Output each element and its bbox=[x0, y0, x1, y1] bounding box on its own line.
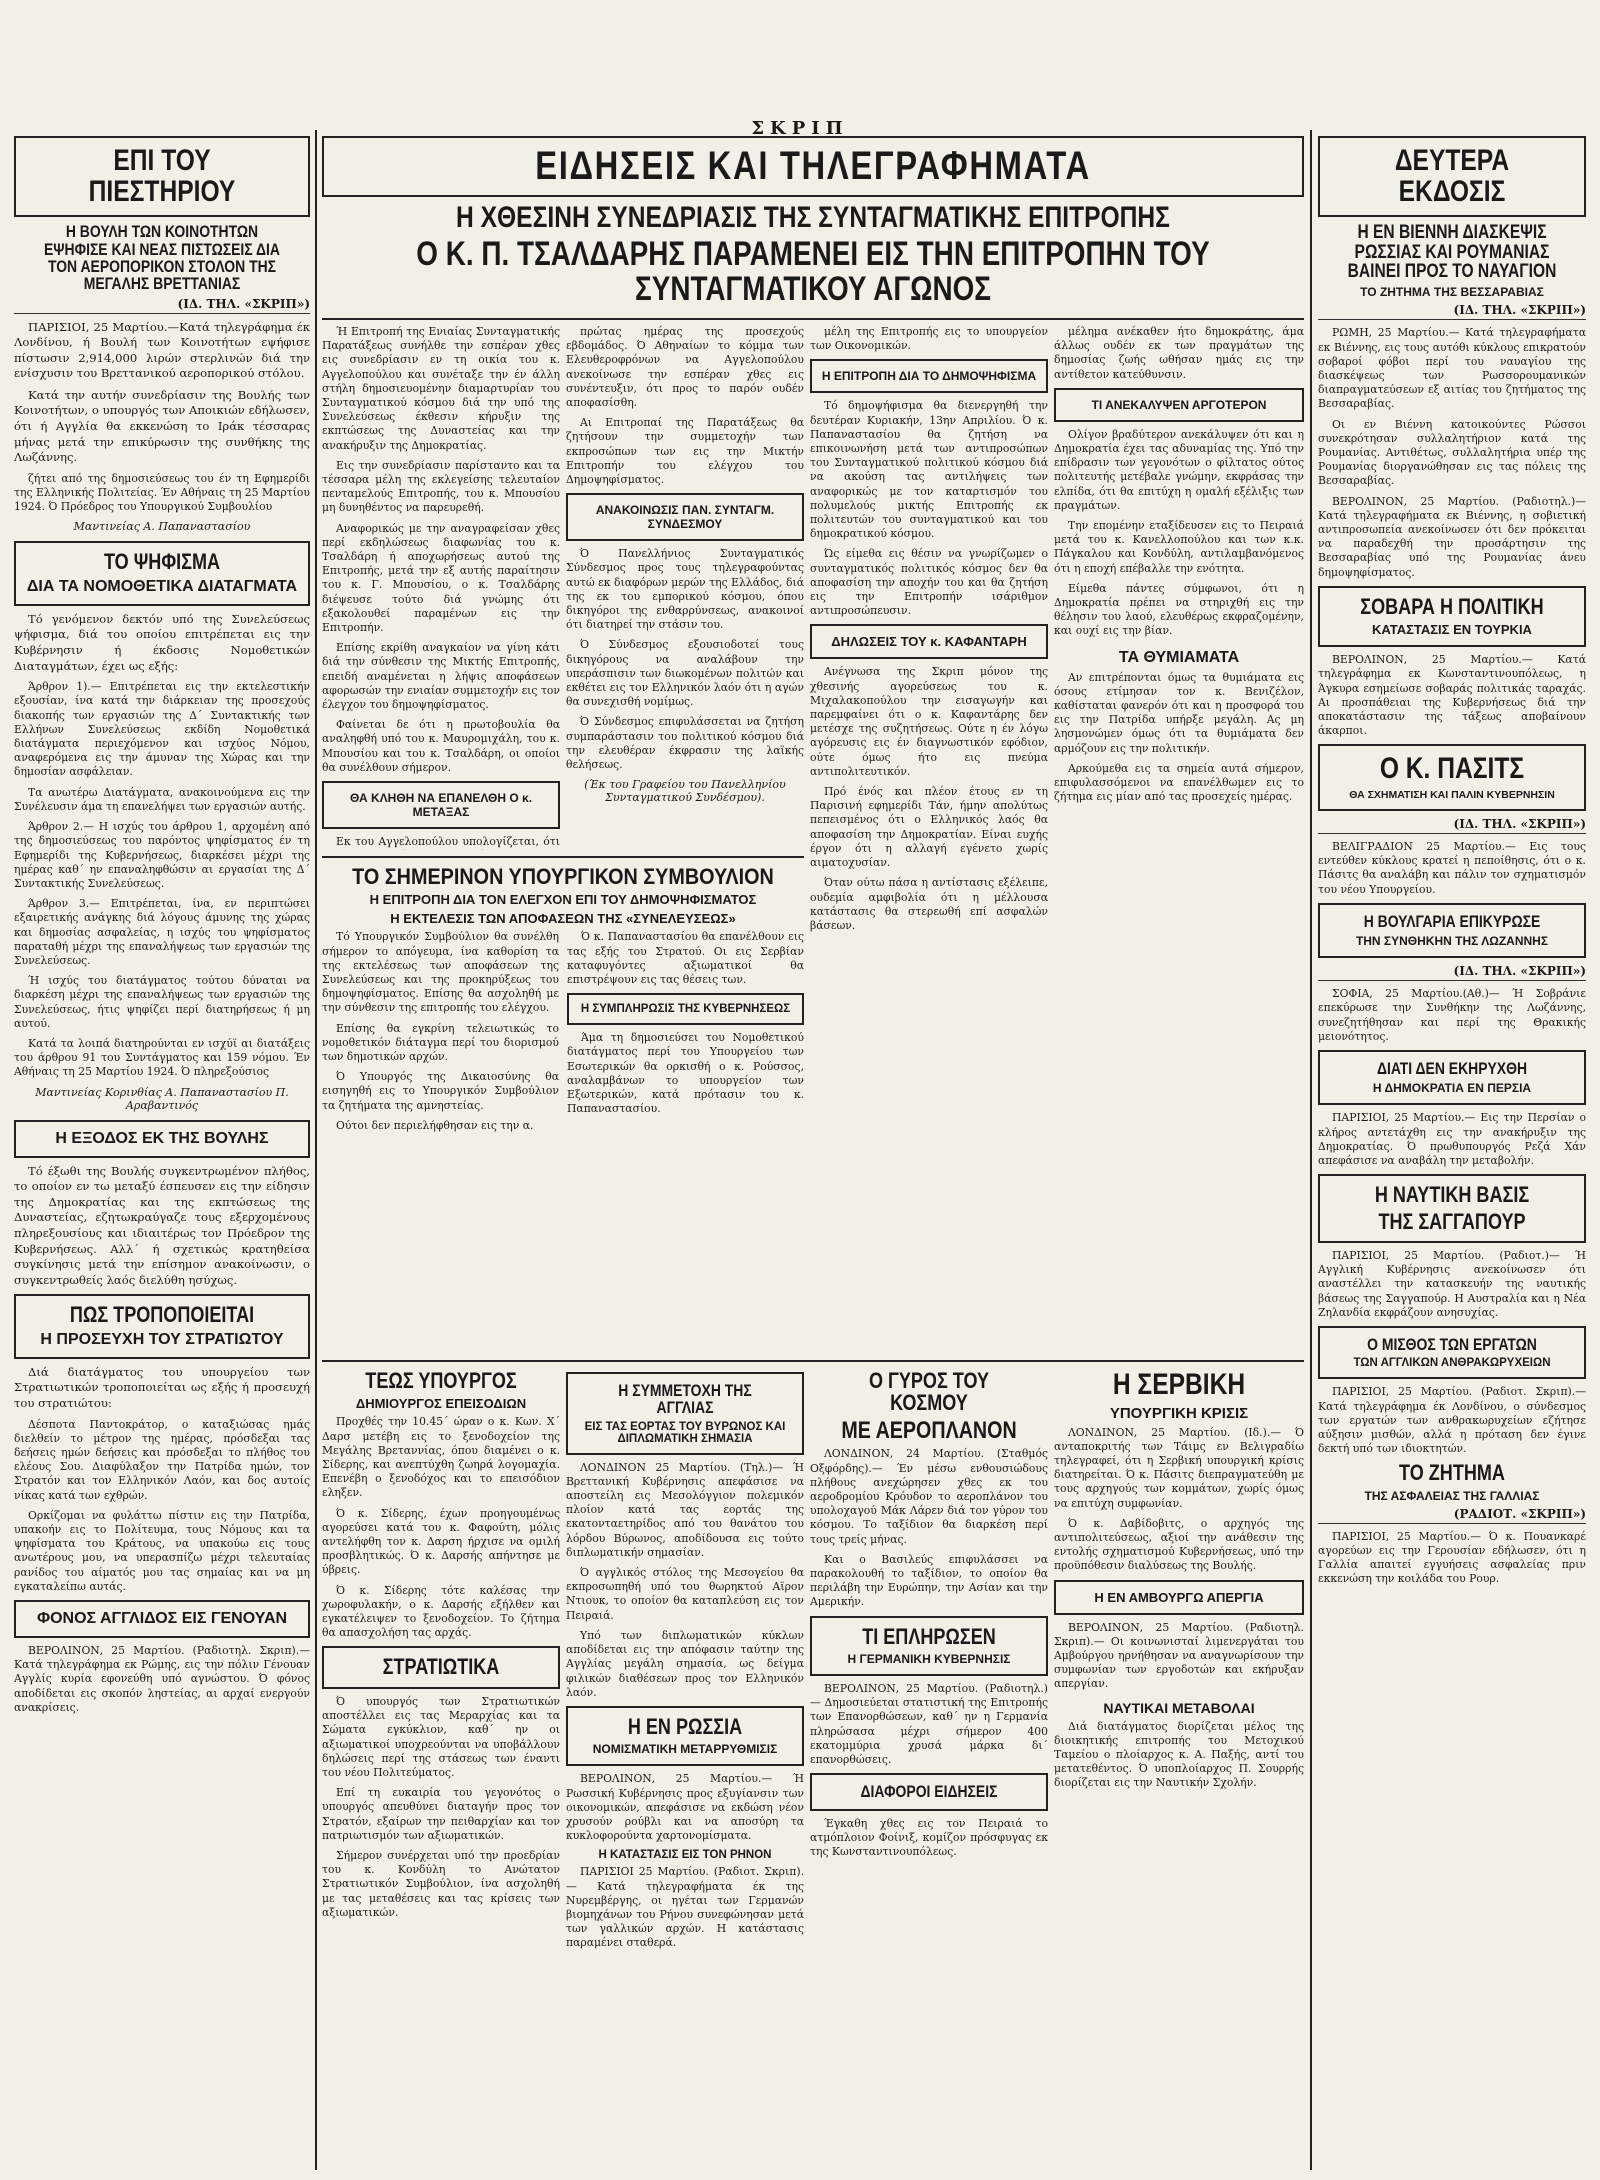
article-subheadline: ΤΟ ΖΗΤΗΜΑ ΤΗΣ ΒΕΣΣΑΡΑΒΙΑΣ bbox=[1360, 285, 1544, 300]
article-headline: Η ΚΑΤΑΣΤΑΣΙΣ ΕΙΣ ΤΟΝ ΡΗΝΟΝ bbox=[598, 1849, 772, 1862]
article-paragraph: ΡΩΜΗ, 25 Μαρτίου.— Κατά τηλεγραφήματα εκ Βιέννης, εις τους αυτόθι κύκλους επικρατούν σοβαροί φόβοι περί του ναυαγίου της διασκέψεως των Ρωσσορουμανικών διαπραγματεύσεων εξ αιτίας του ζητήματος της Βεσσαραβίας. bbox=[1318, 326, 1586, 411]
bottom-col-1 bbox=[322, 1366, 560, 2166]
article-paragraph: Διά διατάγματος του υπουργείου των Στρατιωτικών τροποποιείται ως εξής ή προσευχή του στρατιώτου: bbox=[14, 1364, 310, 1410]
article-paragraph: Ό Υπουργός της Δικαιοσύνης θα εισηγηθή εις το Υπουργικόν Συμβούλιον τα ζητήματα της αμνηστείας. bbox=[322, 1070, 559, 1112]
article-subheadline: ΤΗΣ ΑΣΦΑΛΕΙΑΣ ΤΗΣ ΓΑΛΛΙΑΣ bbox=[1364, 1488, 1540, 1503]
signature: Μαντινείας Κορινθίας Α. Παπαναστασίου Π. Αραβαντινός bbox=[35, 1085, 289, 1112]
article-subheadline: Η ΕΚΤΕΛΕΣΙΣ ΤΩΝ ΑΠΟΦΑΣΕΩΝ ΤΗΣ «ΣΥΝΕΛΕΥΣΕΩΣ» bbox=[390, 911, 736, 927]
article-headline: ΘΑ ΚΛΗΘΗ ΝΑ ΕΠΑΝΕΛΘΗ Ο κ. ΜΕΤΑΞΑΣ bbox=[349, 791, 533, 820]
article-paragraph: Τό Υπουργικόν Συμβούλιον θα συνέλθη σήμερον το απόγευμα, ίνα καθορίση τα της εκτελέσεως των αποφάσεων της Συνελεύσεως και της προκηρύξεως του δημοψηφίσματος. Επίσης θα ασχοληθή με την σύνθεσιν της επιτροπής του ελέγχου. bbox=[322, 930, 559, 1015]
article-credit: (ΙΔ. ΤΗΛ. «ΣΚΡΙΠ») bbox=[14, 297, 310, 314]
article-paragraph: Δέσποτα Παντοκράτορ, ο καταξιώσας ημάς διελθείν το μέτρον της ημέρας, πρόσδεξαι τας δεήσεις ημών δεήσεις και πρόσδεξαι το πλήθος του ελέους Σου. Διαφύλαξον την Πατρίδα ημών, τον Στρατόν και τον Ελληνικόν Λαόν, και δος αυτοίς νίκας κατά των εχθρών. bbox=[14, 1417, 310, 1502]
article-paragraph: μέλημα ανέκαθεν ήτο δημοκράτης, άμα άλλως ουδέν εκ των πραγμάτων της δημοσίας ζωής ωθήσαν ημάς εις την αντίθετον κατεύθυνσιν. bbox=[1054, 325, 1304, 381]
article-paragraph: ΒΕΡΟΛΙΝΟΝ, 25 Μαρτίου. (Ραδιοτηλ.)— Δημοσιεύεται στατιστική της Επιτροπής των Επανορθώσεων, καθ΄ ην η Γερμανία πληρώσασα μέχρι σήμερον 400 εκατομμύρια χρυσά μάρκα δι΄ επανορθώσεις. bbox=[810, 1682, 1048, 1767]
article-headline: Ο Κ. ΠΑΣΙΤΣ bbox=[1379, 752, 1525, 786]
article-headline: Η ΣΥΜΠΛΗΡΩΣΙΣ ΤΗΣ ΚΥΒΕΡΝΗΣΕΩΣ bbox=[580, 1003, 791, 1016]
article-paragraph: Τό δημοψήφισμα θα διενεργηθή την δευτέραν Κυριακήν, 13ην Απριλίου. Ό κ. Παπαναστασίου θα ζητήση να επικοινωνήση μετά των αντιπροσώπων του Συνταγματικού πολιτικού κόσμου διά να ακούση τας αντιλήψεις των αναφορικώς με τον καταρτισμόν του πολυμελούς μικτής Επιτροπής εκ πολιτευτών του συνταγματικού και του δημοκρατικού κόσμου. bbox=[810, 399, 1048, 541]
article-paragraph: μέλη της Επιτροπής εις το υπουργείον των Οικονομικών. bbox=[810, 325, 1048, 353]
article-paragraph: Ή Επιτροπή της Ενιαίας Συνταγματικής Παρατάξεως συνήλθε την εσπέραν χθες εις συνεδρίασιν εν τη οικία του κ. Αγγελοπούλου και συνέταξε την έν άλλη στήλη δημοσιευομένην διαμαρτυρίαν του Συνταγματικού κόσμου διά την υπό της Συνελεύσεως έκθεσιν κήρυξιν της εκπτώσεως της Δυναστείας και την ανακήρυξιν της Δημοκρατίας. bbox=[322, 325, 560, 452]
article-subheadline: ΤΗΝ ΣΥΝΘΗΚΗΝ ΤΗΣ ΛΩΖΑΝΝΗΣ bbox=[1355, 934, 1549, 949]
article-paragraph: Αν επιτρέπονται όμως τα θυμιάματα εις όσους ετίμησαν τον κ. Βενιζέλον, καθίσταται φανερόν ότι και η προσφορά του εις την Πατρίδα υπήρξε μεγάλη. Ας μη λησμονώμεν όμως ότι τα θυμιάματα δεν αρμόζουν εις την πολιτικήν. bbox=[1054, 670, 1304, 755]
article-paragraph: ΒΕΡΟΛΙΝΟΝ, 25 Μαρτίου. (Ραδιοτηλ. Σκριπ).— Οι κοινωνισταί λιμενεργάται του Αμβούργου ηρνήθησαν να αναγνωρίσουν την συμφωνίαν των εργοδοτών και εκήρυξαν απεργίαν. bbox=[1054, 1620, 1304, 1691]
article-paragraph: Ορκίζομαι να φυλάττω πίστιν εις την Πατρίδα, υπακοήν εις το Πολίτευμα, τους Νόμους και τα ψηφίσματα του Κράτους, να υπακούω εις τους ανωτέρους μου, να υπερασπίζω μέχρι τελευταίας ρανίδος του αίματός μου τας σημαίας και να μη εγκαταλείπω αυτάς. bbox=[14, 1508, 310, 1593]
main-headline: Η ΧΘΕΣΙΝΗ ΣΥΝΕΔΡΙΑΣΙΣ ΤΗΣ ΣΥΝΤΑΓΜΑΤΙΚΗΣ ΕΠΙΤΡΟΠΗΣ bbox=[456, 200, 1170, 234]
article-credit: (ΙΔ. ΤΗΛ. «ΣΚΡΙΠ») bbox=[1318, 817, 1586, 834]
article-headline: ΔΙΑΦΟΡΟΙ ΕΙΔΗΣΕΙΣ bbox=[860, 1782, 998, 1802]
article-paragraph: Ό υπουργός των Στρατιωτικών αποστέλλει εις τας Μεραρχίας και τα Σώματα εγκύκλιον, καθ΄ ην οι αξιωματικοί υποχρεούνται να υποβάλλουν δηλώσεις περί της στάσεως των έναντι του νέου Πολιτεύματος. bbox=[322, 1694, 560, 1779]
article-paragraph: Φαίνεται δε ότι η πρωτοβουλία θα αναληφθή υπό του κ. Μαυρομιχάλη, του κ. Μπουσίου και του κ. Τσαλδάρη, οι οποίοι θα συνέλθουν σήμερον. bbox=[322, 718, 560, 774]
article-credit: (ΡΑΔΙΟΤ. «ΣΚΡΙΠ») bbox=[1318, 1507, 1586, 1524]
article-subheadline: ΜΕ ΑΕΡΟΠΛΑΝΟΝ bbox=[841, 1416, 1017, 1444]
article-subheadline: ΝΟΜΙΣΜΑΤΙΚΗ ΜΕΤΑΡΡΥΘΜΙΣΙΣ bbox=[592, 1742, 778, 1757]
article-headline: ΠΩΣ ΤΡΟΠΟΠΟΙΕΙΤΑΙ bbox=[69, 1302, 255, 1328]
article-paragraph: Κατά τα λοιπά διατηρούνται εν ισχύϊ αι διατάξεις του άρθρου 91 του Συντάγματος και 159 νόμου. Έν Αθήναις τη 25 Μαρτίου 1924. Ό πληρεξούσιος bbox=[14, 1036, 310, 1079]
article-paragraph: Την επομένην εταξίδευσεν εις το Πειραιά μετά του κ. Κανελλοπούλου και των κ.κ. Πάγκαλου και Κονδύλη, αντιλαμβανόμενος ότι η εποχή επέβαλλε την ενότητα. bbox=[1054, 519, 1304, 575]
article-paragraph: ΒΕΡΟΛΙΝΟΝ, 25 Μαρτίου.— Κατά τηλεγράφημα εκ Κωνσταντινουπόλεως, η Άγκυρα εσημείωσε σοβαράς πολιτικάς ταραχάς. Αι προσπάθειαι της Κυβερνήσεως διά την αποκατάστασιν της τάξεως αποβαίνουν άκαρποι. bbox=[1318, 653, 1586, 738]
article-paragraph: Έγκαθη χθες εις τον Πειραιά το ατμόπλοιον Φοίνιξ, κομίζον πρόσφυγας εκ της Κωνσταντινουπόλεως. bbox=[810, 1816, 1048, 1858]
article-subheadline: Η ΔΗΜΟΚΡΑΤΙΑ ΕΝ ΠΕΡΣΙΑ bbox=[1372, 1081, 1532, 1096]
center-col-4 bbox=[1054, 325, 1304, 1355]
article-subheadline: ΕΙΣ ΤΑΣ ΕΟΡΤΑΣ ΤΟΥ ΒΥΡΩΝΟΣ ΚΑΙ ΔΙΠΛΩΜΑΤΙΚΗ ΣΗΜΑΣΙΑ bbox=[584, 1420, 786, 1445]
article-paragraph: ΛΟΝΔΙΝΟΝ, 24 Μαρτίου. (Σταθμός Οξφόρδης).— Έν μέσω ενθουσιώδους πλήθους ανεχώρησεν χθες εκ του αεροδρομίου Κρόυδον το αεροπλάνον του υπολοχαγού Μάκ Λάρεν διά τον γύρον του κόσμου. Το ταξίδιον θα διαρκέση περί τους τρείς μήνας. bbox=[810, 1447, 1048, 1546]
article-paragraph: ΠΑΡΙΣΙΟΙ, 25 Μαρτίου. (Ραδιοτ.)— Ή Αγγλική Κυβέρνησις ανεκοίνωσεν ότι αναστέλλει την κατασκευήν της ναυτικής βάσεως της Σαγγαπούρ. Η Αυστραλία και η Νέα Ζηλανδία εκφράζουν ανησυχίας. bbox=[1318, 1248, 1586, 1319]
article-headline: ΔΙΑΤΙ ΔΕΝ ΕΚΗΡΥΧΘΗ bbox=[1376, 1058, 1528, 1078]
article-headline: ΔΗΛΩΣΕΙΣ ΤΟΥ κ. ΚΑΦΑΝΤΑΡΗ bbox=[831, 634, 1027, 650]
article-headline: ΤΙ ΕΠΛΗΡΩΣΕΝ bbox=[862, 1623, 996, 1649]
article-paragraph: Οι εν Βιέννη κατοικούντες Ρώσσοι συνεκρότησαν συλλαλητήριον κατά της Ρουμανίας. Αντιθέτως, συλλαλητήρια υπέρ της Ρουμανίας διοργανώθησαν εις τας πόλεις της Βεσσαραβίας. bbox=[1318, 417, 1586, 488]
section-title: ΕΙΔΗΣΕΙΣ ΚΑΙ ΤΗΛΕΓΡΑΦΗΜΑΤΑ bbox=[535, 144, 1091, 188]
article-paragraph: ΠΑΡΙΣΙΟΙ, 25 Μαρτίου. (Ραδιοτ. Σκριπ).— Κατά τηλεγράφημα έκ Λονδίνου, ο σύνδεσμος των εργατών των ανθρακωρυχείων εζήτησε αύξησιν μισθών, αλλά η πρόταση δεν έγινε δεκτή υπό των ιδιοκτητών. bbox=[1318, 1385, 1586, 1456]
article-paragraph: Ή ισχύς του διατάγματος τούτου δύναται να διαρκέση μέχρι της επαναλήψεως των εργασιών της Συνελεύσεως, ήτις ψηφίζει περί διατηρήσεως ή μη αυτού. bbox=[14, 974, 310, 1030]
article-paragraph: Προχθές την 10.45΄ ώραν ο κ. Κων. Χ΄ Δαρσ μετέβη εις το ξενοδοχείον της Μεγάλης Βρεταννίας, όπου διαμένει ο κ. Σίδερης, και ανεπτύχθη ζωηρά λογομαχία. Επενέβη ο ξενοδόχος και το επεισόδιον εληξεν. bbox=[322, 1415, 560, 1500]
column-left bbox=[14, 130, 310, 1721]
article-paragraph: Πρό ένός και πλέον έτους εν τη Παρισινή εφημερίδι Τάν, ήμην απολύτως πεπεισμένος ότι ο Ελληνικός λαός θα αποφασίση την Δημοκρατίαν. Είναι ευχής έργον ότι η αλλαγή εγένετο χωρίς αιματοχυσίαν. bbox=[810, 785, 1048, 870]
article-paragraph: Διά διατάγματος διορίζεται μέλος της διοικητικής επιτροπής του Μετοχικού Ταμείου ο πλοίαρχος κ. Α. Παξής, αντί του μετατεθέντος. Ό υποπλοίαρχος Π. Σουρρής διορίζεται εις την Ναυτικήν Σχολήν. bbox=[1054, 1719, 1304, 1790]
center-col-3 bbox=[810, 325, 1048, 1355]
column-right bbox=[1318, 130, 1586, 2170]
article-headline: Η ΕΝ ΡΩΣΣΙΑ bbox=[627, 1713, 743, 1739]
article-paragraph: Τα ανωτέρω Διατάγματα, ανακοινούμενα εις την Συνέλευσιν άμα τη επανελήψει των εργασιών αυτής. bbox=[14, 785, 310, 813]
article-subheadline: Η ΠΡΟΣΕΥΧΗ ΤΟΥ ΣΤΡΑΤΙΩΤΟΥ bbox=[40, 1330, 284, 1348]
article-paragraph: ΛΟΝΔΙΝΟΝ 25 Μαρτίου. (Τηλ.)— Ή Βρεττανική Κυβέρνησις απεφάσισε να αποστείλη εις Μεσολόγγιον πολεμικόν πλοίον κατά τας εορτάς της εκατονταετηρίδος από του θανάτου του λόρδου Βύρωνος, αποδίδουσα εις τούτο διπλωματικήν σημασίαν. bbox=[566, 1460, 804, 1559]
article-headline: Η ΒΟΥΛΗ ΤΩΝ ΚΟΙΝΟΤΗΤΩΝ ΕΨΗΦΙΣΕ ΚΑΙ ΝΕΑΣ ΠΙΣΤΩΣΕΙΣ ΔΙΑ ΤΟΝ ΑΕΡΟΠΟΡΙΚΟΝ ΣΤΟΛΟΝ ΤΗΣ ΜΕΓΑΛΗΣ ΒΡΕΤΤΑΝΙΑΣ bbox=[43, 222, 281, 294]
article-headline: Η ΕΞΟΔΟΣ ΕΚ ΤΗΣ ΒΟΥΛΗΣ bbox=[55, 1129, 269, 1147]
article-headline: Ο ΓΥΡΟΣ ΤΟΥ ΚΟΣΜΟΥ bbox=[868, 1368, 990, 1416]
article-paragraph: Υπό των διπλωματικών κύκλων αποδίδεται εις την απόφασιν ταύτην της Αγγλίας μεγάλη σημασία, ως δείγμα φιλικών διαθέσεων προς τον Ελληνικόν λαόν. bbox=[566, 1628, 804, 1699]
article-paragraph: ΛΟΝΔΙΝΟΝ, 25 Μαρτίου. (Ιδ.).— Ό ανταποκριτής των Τάιμς εν Βελιγραδίω τηλεγραφεί, ότι η Σερβική υπουργική κρίσις διατηρείται. Ό κ. Πάσιτς διεπραγματεύθη με τους αρχηγούς των κομμάτων, χωρίς όμως να επιτύχη συμφωνίαν. bbox=[1054, 1425, 1304, 1510]
article-subheadline: ΥΠΟΥΡΓΙΚΗ ΚΡΙΣΙΣ bbox=[1109, 1404, 1249, 1422]
article-headline: Η ΕΠΙΤΡΟΠΗ ΔΙΑ ΤΟ ΔΗΜΟΨΗΦΙΣΜΑ bbox=[821, 369, 1037, 384]
article-headline: ΣΟΒΑΡΑ Η ΠΟΛΙΤΙΚΗ bbox=[1360, 593, 1544, 619]
masthead-title: ΣΚΡΙΠ bbox=[751, 118, 849, 139]
article-subheadline: ΤΗΣ ΣΑΓΓΑΠΟΥΡ bbox=[1378, 1208, 1526, 1234]
article-paragraph: Επί τη ευκαιρία του γεγονότος ο υπουργός απευθύνει διαταγήν προς τον Στρατόν, εξαίρων την πειθαρχίαν και τον πατριωτισμόν των αξιωματικών. bbox=[322, 1786, 560, 1842]
article-paragraph: Επίσης εκρίθη αναγκαίον να γίνη κάτι διά την σύνθεσιν της Μικτής Επιτροπής, επειδή αναμένεται η λήψις αποφάσεων αφορωσών την ενιαίαν συμμετοχήν εις τον έλεγχον του δημοψηφίσματος. bbox=[322, 641, 560, 712]
center-col-1 bbox=[322, 325, 560, 850]
article-paragraph: Τό γενόμενον δεκτόν υπό της Συνελεύσεως ψήφισμα, διά του οποίου επιτρέπεται εις την Κυβέρνησιν ή έκδοσις Νομοθετικών Διαταγμάτων, έχει ως εξής: bbox=[14, 611, 310, 673]
article-paragraph: ΒΕΡΟΛΙΝΟΝ, 25 Μαρτίου. (Ραδιοτηλ.)— Κατά τηλεγραφήματα εκ Βιέννης, η σοβιετική αντιπροσωπεία ανεκοίνωσεν ότι δεν πρόκειται να παραδεχθή την προσάρτησιν της Βεσσαραβίας υπό της Ρουμανίας άνευ δημοψηφίσματος. bbox=[1318, 494, 1586, 579]
article-headline: Η ΣΕΡΒΙΚΗ bbox=[1112, 1368, 1246, 1401]
signature: Μαντινείας Α. Παπαναστασίου bbox=[73, 520, 251, 534]
article-paragraph: Ό κ. Παπαναστασίου θα επανέλθουν εις τας εξής του Στρατού. Οι εις Σερβίαν καταφυγόντες αξιωματικοί θα επιστρέψουν εις τας θέσεις των. bbox=[567, 930, 804, 987]
article-paragraph: Ολίγον βραδύτερον ανεκάλυψεν ότι και η Δημοκρατία έχει τας αδυναμίας της. Υπό την επίδρασιν των γεγονότων ο φίλτατος ούτος πολιτευτής μετέβαλε γνώμην, εκφράσας την ελπίδα, ότι θα επιτύχη η ομαλή εξέλιξις των πραγμάτων. bbox=[1054, 427, 1304, 512]
article-paragraph: Ανέγνωσα της Σκριπ μόνον της χθεσινής αγορεύσεως του κ. Μιχαλακοπούλου την εισαγωγήν και παρεμφαίνει ότι ο κ. Καφαντάρης δεν μετέσχε της συζητήσεως. Ούτε η έν λόγω αγόρευσις εις έν διαγνωστικόν εφόδιον, ούτε όμως ήτο εις πνεύμα αντιπολιτευτικόν. bbox=[810, 665, 1048, 778]
article-credit: (ΙΔ. ΤΗΛ. «ΣΚΡΙΠ») bbox=[1318, 303, 1586, 320]
article-headline: Η ΕΝ ΑΜΒΟΥΡΓΩ ΑΠΕΡΓΙΑ bbox=[1094, 1589, 1264, 1605]
article-headline: ΤΟ ΨΗΦΙΣΜΑ bbox=[103, 549, 221, 575]
article-paragraph: Άρθρον 1).— Επιτρέπεται εις την εκτελεστικήν εξουσίαν, ίνα κατά την διάρκειαν της προσεχούς διακοπής των εργασιών της Δ΄ Συντακτικής των Ελλήνων Συνελεύσεως εκδίδη Νομοθετικά διατάγματα περιεχόμενον και ισχύος Νόμου, αναφερόμενα εις την άμυναν της Χώρας και την δημοσίαν ασφάλειαν. bbox=[14, 680, 310, 779]
article-paragraph: ΠΑΡΙΣΙΟΙ 25 Μαρτίου. (Ραδιοτ. Σκριπ).— Κατά τηλεγραφήματα έκ της Νυρεμβέργης, οι ηγέται των Γερμανών βιομηχάνων του Ρήνου συνεφώνησαν μετά των γαλλικών αρχών. Η κατάστασις παραμένει σταθερά. bbox=[566, 1865, 804, 1950]
article-headline: ΤΑ ΘΥΜΙΑΜΑΤΑ bbox=[1118, 648, 1240, 666]
article-paragraph: Άμα τη δημοσιεύσει του Νομοθετικού διατάγματος περί του Υπουργείου των Εσωτερικών θα ορκισθή ο κ. Ρούσσος, αναλαμβάνων το υπουργείον των Εξωτερικών, κατά πρότασιν του κ. Παπαναστασίου. bbox=[567, 1031, 804, 1116]
article-paragraph: Τό έξωθι της Βουλής συγκεντρωμένον πλήθος, το οποίον εν τω μεταξύ έσπευσεν εις την είδησιν της Δημοκρατίας και της εκπτώσεως της Δυναστείας, εζητωκραύγαζε τους εξερχομένους πληρεξουσίους και ιδιαιτέρως τον Πρόεδρον της Κυβερνήσεως. Αλλ΄ ή σχετικώς κρατηθείσα συγκίνησις μετά την επίσημον ανακοίνωσιν, ο συγκεντρωθείς λαός διελύθη ησύχως. bbox=[14, 1163, 310, 1287]
article-subheadline: ΔΗΜΙΟΥΡΓΟΣ ΕΠΕΙΣΟΔΙΩΝ bbox=[355, 1396, 527, 1412]
article-paragraph: ζήτει από της δημοσιεύσεως του έν τη Εφημερίδι της Ελληνικής Πολιτείας. Έν Αθήναις τη 25 Μαρτίου 1924. Ό Πρόεδρος του Υπουργικού Συμβουλίου bbox=[14, 471, 310, 514]
article-headline: Η ΝΑΥΤΙΚΗ ΒΑΣΙΣ bbox=[1374, 1182, 1530, 1208]
column-rule bbox=[1310, 130, 1312, 2170]
article-headline: ΦΟΝΟΣ ΑΓΓΛΙΔΟΣ ΕΙΣ ΓΕΝΟΥΑΝ bbox=[36, 1609, 288, 1627]
article-subheadline: ΘΑ ΣΧΗΜΑΤΙΣΗ ΚΑΙ ΠΑΛΙΝ ΚΥΒΕΡΝΗΣΙΝ bbox=[1349, 789, 1555, 802]
article-headline: ΑΝΑΚΟΙΝΩΣΙΣ ΠΑΝ. ΣΥΝΤΑΓΜ. ΣΥΝΔΕΣΜΟΥ bbox=[595, 503, 775, 532]
article-paragraph: Εις την συνεδρίασιν παρίσταντο και τα τέσσαρα μέλη της εκλεγείσης τελευταίον πενταμελούς Επιτροπής, του κ. Μπουσίου μη δυνηθέντος να παρευρεθή. bbox=[322, 458, 560, 515]
article-headline: ΣΤΡΑΤΙΩΤΙΚΑ bbox=[382, 1654, 500, 1680]
article-credit: (ΙΔ. ΤΗΛ. «ΣΚΡΙΠ») bbox=[1318, 964, 1586, 981]
article-headline: Η ΕΝ ΒΙΕΝΝΗ ΔΙΑΣΚΕΨΙΣ ΡΩΣΣΙΑΣ ΚΑΙ ΡΟΥΜΑΝΙΑΣ ΒΑΙΝΕΙ ΠΡΟΣ ΤΟ ΝΑΥΑΓΙΟΝ bbox=[1347, 222, 1557, 282]
center-col-2 bbox=[566, 325, 804, 850]
article-paragraph: ΒΕΡΟΛΙΝΟΝ, 25 Μαρτίου.— Ή Ρωσσική Κυβέρνησις προς εξυγίανσιν των οικονομικών, απεφάσισε να εκδώση νέον χρυσούν ρούβλι και να αποσύρη τα κυκλοφορούντα χαρτονομίσματα. bbox=[566, 1772, 804, 1843]
article-paragraph: Είμεθα πάντες σύμφωνοι, ότι η Δημοκρατία πρέπει να στηριχθή εις την θέλησιν του λαού, ελευθέρως εκφραζομένην, και ουχί εις την βίαν. bbox=[1054, 581, 1304, 638]
article-paragraph: Σήμερον συνέρχεται υπό την προεδρίαν του κ. Κονδύλη το Ανώτατον Στρατιωτικόν Συμβούλιον, ίνα ασχοληθή με τας μεταθέσεις και τας κρίσεις των αξιωματικών. bbox=[322, 1848, 560, 1919]
article-paragraph: ΒΕΛΙΓΡΑΔΙΟΝ 25 Μαρτίου.— Εις τους εντεύθεν κύκλους κρατεί η πεποίθησις, ότι ο κ. Πάσιτς θα αναλάβη και πάλιν τον σχηματισμόν του νέου Υπουργείου. bbox=[1318, 840, 1586, 896]
article-paragraph: ΠΑΡΙΣΙΟΙ, 25 Μαρτίου.— Εις την Περσίαν ο κλήρος αντετάχθη εις την ανακήρυξιν της Δημοκρατίας. Ό πρωθυπουργός Ρεζά Χάν απεφάσισε να αναβάλη την μεταβολήν. bbox=[1318, 1111, 1586, 1167]
section-title: ΔΕΥΤΕΡΑ ΕΚΔΟΣΙΣ bbox=[1394, 144, 1510, 208]
article-paragraph: Ό Πανελλήνιος Συνταγματικός Σύνδεσμος προς τους τηλεγραφούντας αυτώ εκ διαφόρων μερών της Ελλάδος, διά της εκ του εμπορικού κόσμου, όπου δικηγόροι της ενθαρρύνσεως, ανακοινοί ότι διατηρεί την στάσιν του. bbox=[566, 547, 804, 632]
article-headline: ΝΑΥΤΙΚΑΙ ΜΕΤΑΒΟΛΑΙ bbox=[1103, 1699, 1255, 1716]
article-paragraph: Ό Σύνδεσμος επιφυλάσσεται να ζητήση συμπαράστασιν του πολιτικού κόσμου διά την ελευθέραν έκφρασιν της λαϊκής θελήσεως. bbox=[566, 715, 804, 772]
article-paragraph: Ό Σύνδεσμος εξουσιοδοτεί τους δικηγόρους να αναλάβουν την υπεράσπισιν των διωκομένων πολιτών και εκθέτει εις τον Ελληνικόν λαόν ότι η αγών θα συνεχισθή νομίμως. bbox=[566, 638, 804, 709]
article-paragraph: Κατά την αυτήν συνεδρίασιν της Βουλής των Κοινοτήτων, ο υπουργός των Αποικιών εδήλωσεν, ότι ή Αγγλία θα εκκενώση το Ιράκ τέσσαρας μήνας μετά την επικύρωσιν της συνθήκης της Λωζάννης. bbox=[14, 387, 310, 465]
article-paragraph: ΠΑΡΙΣΙΟΙ, 25 Μαρτίου.— Ό κ. Πουανκαρέ αγορεύων εις την Γερουσίαν εδήλωσεν, ότι η Γαλλία απαιτεί εγγυήσεις ασφαλείας πριν εκκενώση την κοιλάδα του Ρουρ. bbox=[1318, 1529, 1586, 1586]
article-subheadline: ΤΩΝ ΑΓΓΛΙΚΩΝ ΑΝΘΡΑΚΩΡΥΧΕΙΩΝ bbox=[1353, 1357, 1551, 1370]
article-paragraph: Ό κ. Σίδερης, έχων προηγουμένως αγορεύσει κατά του κ. Φαφούτη, μόλις αντελήφθη τον κ. Δαρση ήρχισε να ομιλή προσβλητικώς. Ό κ. Δαρσής απήντησε με ύβρεις. bbox=[322, 1506, 560, 1577]
article-paragraph: Ό αγγλικός στόλος της Μεσογείου θα εκπροσωπηθή υπό του θωρηκτού Αϊρον Ντιουκ, το οποίον θα καταπλεύση εις τον Πειραιά. bbox=[566, 1566, 804, 1622]
bottom-col-3 bbox=[810, 1366, 1048, 2166]
article-paragraph: Όταν ούτω πάσα η αντίστασις εξέλειπε, ουδεμία αμφιβολία ότι η μέλλουσα κατάστασις θα στερεωθή επί ασφαλών βάσεων. bbox=[810, 876, 1048, 932]
article-headline: ΤΕΩΣ ΥΠΟΥΡΓΟΣ bbox=[365, 1368, 517, 1393]
article-headline: Η ΒΟΥΛΓΑΡΙΑ ΕΠΙΚΥΡΩΣΕ bbox=[1363, 911, 1541, 931]
signature: (Έκ του Γραφείου του Πανελληνίου Συνταγματικού Συνδέσμου). bbox=[584, 778, 786, 805]
article-paragraph: Ώς είμεθα εις θέσιν να γνωρίζωμεν ο συνταγματικός πολιτικός κόσμος δεν θα αποφασίση την αποχήν του και θα ζητήση εις την Επιτροπήν ισάριθμον αντιπροσώπευσιν. bbox=[810, 547, 1048, 618]
article-paragraph: Αναφορικώς με την αναγραφείσαν χθες περί εκδηλώσεως διαφωνίας του κ. Τσαλδάρη ή αποχωρήσεως αυτού της Επιτροπής, μετά την εξ αυτής παραίτησιν του κ. Γ. Μπουσίου, ο κ. Τσαλδάρης διέψευσε τούτο διά γνώμης ότι εξακολουθεί παραμένων εις την Επιτροπήν. bbox=[322, 521, 560, 635]
article-paragraph: Άρθρον 3.— Επιτρέπεται, ίνα, εν περιπτώσει εξαιρετικής ανάγκης διά λόγους άμυνης της χώρας και δημοσίας ασφαλείας, η ισχύς του ψηφίσματος παραταθή μέχρι της επαναλήψεως των εργασιών της Συνελεύσεως. bbox=[14, 897, 310, 967]
article-paragraph: Αρκούμεθα εις τα σημεία αυτά σήμερον, επιφυλασσόμενοι να επανέλθωμεν εις το ζήτημα εις μίαν από τας προσεχείς ημέρας. bbox=[1054, 761, 1304, 804]
bottom-col-2 bbox=[566, 1366, 804, 2166]
article-paragraph: ΒΕΡΟΛΙΝΟΝ, 25 Μαρτίου. (Ραδιοτηλ. Σκριπ).— Κατά τηλεγράφημα εκ Ρώμης, εις την πόλιν Γένουαν Αγγλίς κυρία εφονεύθη υπό αγνώστου. Ό φόνος αποδίδεται εις σκοπόν ληστείας, αι αρχαί ενεργούν ανακρίσεις. bbox=[14, 1643, 310, 1714]
article-paragraph: Ό κ. Σίδερης τότε καλέσας την χωροφυλακήν, ο κ. Δαρσής εξήλθεν και εγκατέλειψεν το ξενοδοχείον. Το ζήτημα θα απασχολήση τας αρχάς. bbox=[322, 1583, 560, 1640]
cabinet-article bbox=[322, 862, 804, 1352]
article-paragraph: Εκ του Αγγελοπούλου υπολογίζεται, ότι bbox=[336, 835, 560, 849]
rule bbox=[322, 1360, 1304, 1362]
article-headline: ΤΙ ΑΝΕΚΑΛΥΨΕΝ ΑΡΓΟΤΕΡΟΝ bbox=[1091, 397, 1267, 412]
article-subheadline: ΔΙΑ ΤΑ ΝΟΜΟΘΕΤΙΚΑ ΔΙΑΤΑΓΜΑΤΑ bbox=[26, 577, 298, 595]
article-subheadline: Η ΕΠΙΤΡΟΠΗ ΔΙΑ ΤΟΝ ΕΛΕΓΧΟΝ ΕΠΙ ΤΟΥ ΔΗΜΟΨΗΦΙΣΜΑΤΟΣ bbox=[369, 892, 757, 908]
rule bbox=[322, 856, 804, 858]
rule bbox=[322, 318, 1304, 320]
article-subheadline: Η ΓΕΡΜΑΝΙΚΗ ΚΥΒΕΡΝΗΣΙΣ bbox=[847, 1652, 1011, 1667]
article-headline: ΤΟ ΣΗΜΕΡΙΝΟΝ ΥΠΟΥΡΓΙΚΟΝ ΣΥΜΒΟΥΛΙΟΝ bbox=[352, 864, 774, 889]
article-paragraph: Άρθρον 2.— Η ισχύς του άρθρου 1, αρχομένη από της δημοσιεύσεως του παρόντος ψηφίσματος έν τη Εφημερίδι της Κυβερνήσεως, διαρκέσει μέχρι της ημέρας καθ΄ ην επαναληφθώσιν αι εργασίαι της Δ΄ Συντακτικής Συνελεύσεως. bbox=[14, 820, 310, 890]
article-paragraph: πρώτας ημέρας της προσεχούς εβδομάδος. Ό Αθηναίων το κόμμα των Ελευθεροφρόνων να Αγγελοπούλου ανεκοίνωσε την εσπέραν χθες εις συνέντευξιν, ότι προς το παρόν ουδέν αποφασίσθη. bbox=[566, 325, 804, 410]
main-headline: Ο Κ. Π. ΤΣΑΛΔΑΡΗΣ ΠΑΡΑΜΕΝΕΙ ΕΙΣ ΤΗΝ ΕΠΙΤΡΟΠΗΝ ΤΟΥ ΣΥΝΤΑΓΜΑΤΙΚΟΥ ΑΓΩΝΟΣ bbox=[416, 235, 1210, 309]
article-paragraph: ΣΟΦΙΑ, 25 Μαρτίου.(Αθ.)— Ή Σοβράνιε επεκύρωσε την Συνθήκην της Λωζάννης, συνεζητήθησαν και περί της Θρακικής μειονότητος. bbox=[1318, 987, 1586, 1043]
article-paragraph: Αι Επιτροπαί της Παρατάξεως θα ζητήσουν την συμμετοχήν των εκπροσώπων των εις την Μικτήν Επιτροπήν του ελέγχου του Δημοψηφίσματος. bbox=[566, 416, 804, 487]
article-headline: Ο ΜΙΣΘΟΣ ΤΩΝ ΕΡΓΑΤΩΝ bbox=[1367, 1335, 1537, 1354]
section-title: ΕΠΙ ΤΟΥ ΠΙΕΣΤΗΡΙΟΥ bbox=[88, 144, 236, 208]
article-paragraph: Και ο Βασιλεύς επιφυλάσσει να παρακολουθή το ταξίδιον, το οποίον θα περιλάβη την Ευρώπην, την Ασίαν και την Αμερικήν. bbox=[810, 1552, 1048, 1609]
article-paragraph: Ό κ. Δαβίδοβιτς, ο αρχηγός της αντιπολιτεύσεως, αξιοί την ανάθεσιν της εντολής σχηματισμού Κυβερνήσεως, υπό την προϋπόθεσιν διαλύσεως της Βουλής. bbox=[1054, 1516, 1304, 1573]
article-headline: ΤΟ ΖΗΤΗΜΑ bbox=[1399, 1460, 1505, 1486]
center-banner bbox=[322, 130, 1304, 310]
article-paragraph: Ούτοι δεν περιελήφθησαν εις την α. bbox=[336, 1118, 534, 1132]
article-headline: Η ΣΥΜΜΕΤΟΧΗ ΤΗΣ ΑΓΓΛΙΑΣ bbox=[618, 1381, 752, 1418]
column-rule bbox=[315, 130, 317, 2170]
article-paragraph: Επίσης θα εγκρίνη τελειωτικώς το νομοθετικόν διάταγμα περί του διορισμού των δημοτικών αρχών. bbox=[322, 1021, 559, 1064]
article-paragraph: ΠΑΡΙΣΙΟΙ, 25 Μαρτίου.—Κατά τηλεγράφημα έκ Λονδίνου, ή Βουλή των Κοινοτήτων εψήφισε πίστωσιν 2,914,000 λιρών στερλινών διά την ενίσχυσιν του Βρεττανικού αεροπορικού στόλου. bbox=[14, 319, 310, 381]
article-subheadline: ΚΑΤΑΣΤΑΣΙΣ ΕΝ ΤΟΥΡΚΙΑ bbox=[1372, 622, 1532, 638]
bottom-col-4 bbox=[1054, 1366, 1304, 2166]
